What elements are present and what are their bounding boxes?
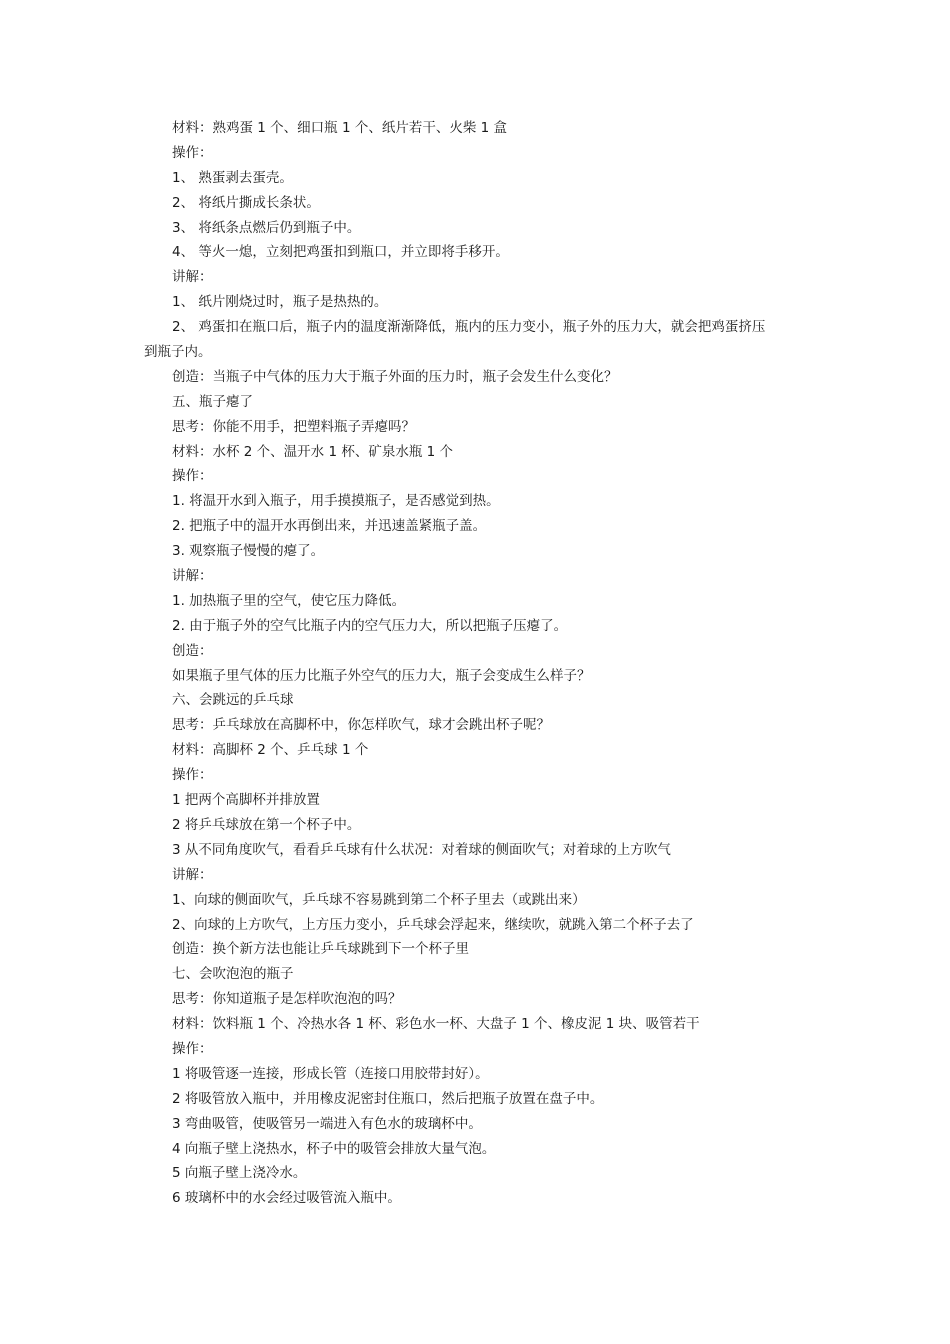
- text-line: 4 向瓶子壁上浇热水，杯子中的吸管会排放大量气泡。: [172, 1140, 496, 1157]
- text-line: 2、 鸡蛋扣在瓶口后，瓶子内的温度渐渐降低，瓶内的压力变小，瓶子外的压力大，就会把鸡蛋挤压: [172, 319, 766, 336]
- text-line: 材料：水杯 2 个、温开水 1 杯、矿泉水瓶 1 个: [172, 443, 454, 460]
- text-line: 1、 熟蛋剥去蛋壳。: [172, 169, 293, 186]
- text-line: 材料：饮料瓶 1 个、冷热水各 1 杯、彩色水一杯、大盘子 1 个、橡皮泥 1 块、吸管若干: [172, 1016, 700, 1033]
- text-line: 创造：当瓶子中气体的压力大于瓶子外面的压力时，瓶子会发生什么变化？: [172, 368, 618, 385]
- text-line: 4、 等火一熄，立刻把鸡蛋扣到瓶口，并立即将手移开。: [172, 244, 509, 261]
- section-heading: 六、会跳远的乒乓球: [172, 692, 294, 709]
- text-line: 创造：换个新方法也能让乒乓球跳到下一个杯子里: [172, 941, 469, 958]
- text-line: 3 弯曲吸管，使吸管另一端进入有色水的玻璃杯中。: [172, 1115, 482, 1132]
- text-line: 讲解：: [172, 269, 213, 286]
- text-line: 2、向球的上方吹气，上方压力变小，乒乓球会浮起来，继续吹，就跳入第二个杯子去了: [172, 916, 694, 933]
- text-line: 2. 把瓶子中的温开水再倒出来，并迅速盖紧瓶子盖。: [172, 518, 487, 535]
- text-line: 如果瓶子里气体的压力比瓶子外空气的压力大，瓶子会变成生么样子？: [172, 667, 591, 684]
- text-line: 2. 由于瓶子外的空气比瓶子内的空气压力大，所以把瓶子压瘪了。: [172, 617, 568, 634]
- text-line: 5 向瓶子壁上浇冷水。: [172, 1165, 307, 1182]
- text-line: 1 把两个高脚杯并排放置: [172, 792, 320, 809]
- text-line: 3. 观察瓶子慢慢的瘪了。: [172, 543, 325, 560]
- text-line: 操作：: [172, 144, 213, 161]
- text-line: 思考：乒乓球放在高脚杯中，你怎样吹气，球才会跳出杯子呢？: [172, 717, 550, 734]
- text-line: 创造：: [172, 642, 213, 659]
- document-body: [0, 116, 950, 1211]
- text-line: 1. 将温开水到入瓶子，用手摸摸瓶子，是否感觉到热。: [172, 493, 500, 510]
- text-line: 2 将吸管放入瓶中，并用橡皮泥密封住瓶口，然后把瓶子放置在盘子中。: [172, 1090, 604, 1107]
- text-line: 操作：: [172, 767, 213, 784]
- text-line: 2 将乒乓球放在第一个杯子中。: [172, 816, 361, 833]
- text-line: 1、 纸片刚烧过时，瓶子是热热的。: [172, 294, 388, 311]
- text-line: 讲解：: [172, 866, 213, 883]
- text-line: 3、 将纸条点燃后仍到瓶子中。: [172, 219, 361, 236]
- text-line: 1、向球的侧面吹气，乒乓球不容易跳到第二个杯子里去（或跳出来）: [172, 891, 586, 908]
- text-line: 3 从不同角度吹气，看看乒乓球有什么状况：对着球的侧面吹气；对着球的上方吹气: [172, 841, 671, 858]
- text-line: 1 将吸管逐一连接，形成长管（连接口用胶带封好）。: [172, 1065, 489, 1082]
- text-line: 2、 将纸片撕成长条状。: [172, 194, 320, 211]
- text-line: 操作：: [172, 1040, 213, 1057]
- text-line: 思考：你能不用手，把塑料瓶子弄瘪吗？: [172, 418, 415, 435]
- text-line: 6 玻璃杯中的水会经过吸管流入瓶中。: [172, 1190, 401, 1207]
- text-line: 1. 加热瓶子里的空气，使它压力降低。: [172, 592, 406, 609]
- text-line: 材料：熟鸡蛋 1 个、细口瓶 1 个、纸片若干、火柴 1 盒: [172, 120, 508, 136]
- text-line: 操作：: [172, 468, 213, 485]
- text-line: 讲解：: [172, 568, 213, 585]
- text-line: 材料：高脚杯 2 个、乒乓球 1 个: [172, 742, 369, 759]
- text-line: 思考：你知道瓶子是怎样吹泡泡的吗？: [172, 991, 402, 1008]
- section-heading: 五、瓶子瘪了: [172, 393, 253, 410]
- section-heading: 七、会吹泡泡的瓶子: [172, 966, 294, 983]
- text-line: 到瓶子内。: [144, 344, 212, 361]
